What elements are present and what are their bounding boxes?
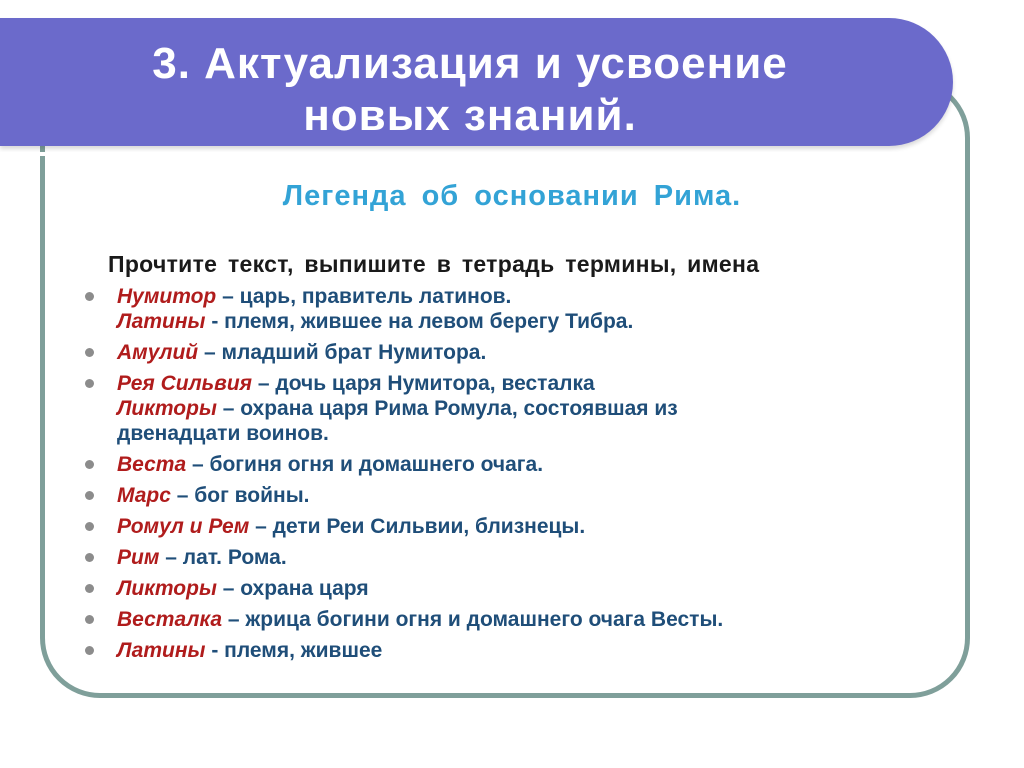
term-definition: двенадцати воинов. [117, 422, 329, 445]
title-underline [0, 152, 905, 156]
term-definition: – младший брат Нумитора. [198, 341, 487, 364]
term-label: Рея Сильвия [117, 372, 253, 395]
term-definition: – жрица богини огня и домашнего очага Весты. [222, 608, 724, 631]
list-item [80, 483, 940, 508]
bullet-icon [85, 460, 94, 469]
list-item [80, 452, 940, 477]
slide-title-line-1: 3. Актуализация и усвоение [152, 39, 788, 88]
term-list [80, 284, 940, 669]
term-definition: – дочь царя Нумитора, весталка [252, 372, 595, 395]
term-definition: – дети Реи Сильвии, близнецы. [249, 515, 586, 538]
bullet-icon [85, 646, 94, 655]
instruction-text: Прочтите текст, выпишите в тетрадь термины, имена [108, 251, 760, 277]
list-item-line [117, 483, 940, 508]
term-label: Нумитор [117, 285, 217, 308]
bullet-icon [85, 584, 94, 593]
list-item-line [117, 607, 940, 632]
term-definition: – богиня огня и домашнего очага. [186, 453, 544, 476]
list-item-line [117, 421, 940, 446]
list-item [80, 638, 940, 663]
bullet-icon [85, 553, 94, 562]
list-item [80, 514, 940, 539]
term-label: Ликторы [117, 397, 217, 420]
bullet-icon [85, 615, 94, 624]
list-item [80, 284, 940, 334]
term-definition: – бог войны. [170, 484, 310, 507]
term-definition: – охрана царя Рима Ромула, состоявшая из [216, 397, 678, 420]
term-label: Амулий [117, 341, 199, 364]
bullet-icon [85, 292, 94, 301]
term-label: Ликторы [117, 577, 217, 600]
list-item-line [117, 371, 940, 396]
slide-subtitle: Легенда об основании Рима. [282, 180, 742, 212]
title-banner [0, 18, 953, 146]
term-label: Латины [117, 310, 206, 333]
term-label: Марс [117, 484, 171, 507]
slide-title [30, 38, 910, 142]
term-definition: – царь, правитель латинов. [216, 285, 512, 308]
list-item-line [117, 340, 940, 365]
bullet-icon [85, 522, 94, 531]
bullet-icon [85, 348, 94, 357]
term-label: Рим [117, 546, 160, 569]
list-item [80, 576, 940, 601]
list-item-line [117, 514, 940, 539]
list-item [80, 545, 940, 570]
list-item-line [117, 452, 940, 477]
term-label: Латины [117, 639, 206, 662]
list-item [80, 340, 940, 365]
slide-title-line-2: новых знаний. [303, 91, 637, 140]
term-label: Ромул и Рем [117, 515, 250, 538]
bullet-icon [85, 491, 94, 500]
list-item [80, 371, 940, 446]
list-item-line [117, 576, 940, 601]
list-item-line [117, 396, 940, 421]
bullet-icon [85, 379, 94, 388]
list-item [80, 607, 940, 632]
list-item-line [117, 284, 940, 309]
term-definition: - племя, жившее [205, 639, 383, 662]
list-item-line [117, 545, 940, 570]
term-definition: – лат. Рома. [159, 546, 287, 569]
term-definition: - племя, жившее на левом берегу Тибра. [205, 310, 634, 333]
list-item-line [117, 309, 940, 334]
term-label: Веста [117, 453, 187, 476]
term-definition: – охрана царя [216, 577, 369, 600]
list-item-line [117, 638, 940, 663]
term-label: Весталка [117, 608, 223, 631]
